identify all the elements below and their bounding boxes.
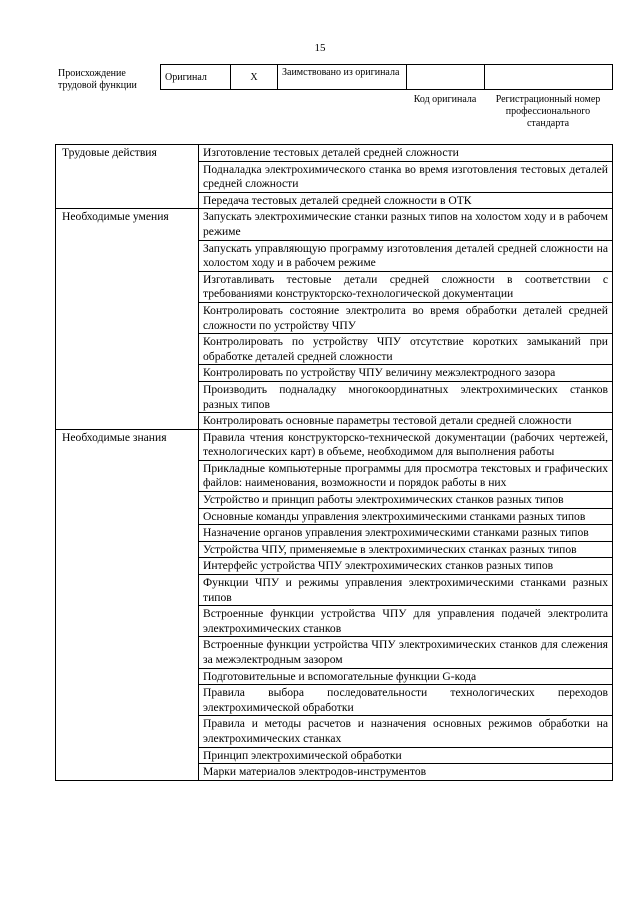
section-item: Встроенные функции устройства ЧПУ электрохимических станков для слежения за межэлектродным зазором (199, 637, 613, 668)
section-title: Необходимые знания (56, 429, 199, 780)
code-cell (407, 65, 485, 90)
section-item: Встроенные функции устройства ЧПУ для управления подачей электролита электрохимических станков (199, 606, 613, 637)
section-item: Устройства ЧПУ, применяемые в электрохимических станках разных типов (199, 541, 613, 558)
section-item: Назначение органов управления электрохимическими станками разных типов (199, 525, 613, 542)
table-row (56, 209, 613, 240)
section-item: Контролировать состояние электролита во время обработки деталей средней сложности по устройству ЧПУ (199, 302, 613, 333)
table-row (56, 145, 613, 162)
reg-number-caption: Регистрационный номер профессионального стандарта (495, 94, 601, 129)
section-item: Изготовление тестовых деталей средней сложности (199, 145, 613, 162)
section-item: Контролировать по устройству ЧПУ величину межэлектродного зазора (199, 365, 613, 382)
section-item: Производить подналадку многокоординатных электрохимических станков разных типов (199, 381, 613, 412)
section-item: Прикладные компьютерные программы для просмотра текстовых и графических файлов: наименования, возможности и порядок работы в них (199, 460, 613, 491)
section-item: Устройство и принцип работы электрохимических станков разных типов (199, 492, 613, 509)
section-title: Необходимые умения (56, 209, 199, 429)
code-caption: Код оригинала (413, 94, 477, 105)
section-item: Интерфейс устройства ЧПУ электрохимических станков разных типов (199, 558, 613, 575)
section-item: Марки материалов электродов-инструментов (199, 764, 613, 781)
origin-table (160, 64, 613, 90)
table-row (56, 429, 613, 460)
section-item: Изготавливать тестовые детали средней сложности в соответствии с требованиями конструкторско-технологической документации (199, 271, 613, 302)
section-item: Передача тестовых деталей средней сложности в ОТК (199, 192, 613, 209)
original-cell: Оригинал (161, 65, 231, 90)
function-table (55, 144, 613, 781)
original-mark: X (231, 65, 278, 90)
section-item: Основные команды управления электрохимическими станками разных типов (199, 508, 613, 525)
section-item: Принцип электрохимической обработки (199, 747, 613, 764)
origin-label: Происхождение трудовой функции (58, 68, 137, 91)
section-item: Подготовительные и вспомогательные функции G-кода (199, 668, 613, 685)
section-item: Запускать управляющую программу изготовления деталей средней сложности на холостом ходу и в рабочем режиме (199, 240, 613, 271)
section-item: Контролировать по устройству ЧПУ отсутствие коротких замыканий при обработке деталей средней сложности (199, 334, 613, 365)
section-item: Правила и методы расчетов и назначения основных режимов обработки на электрохимических станках (199, 716, 613, 747)
borrowed-cell: Заимствовано из оригинала (278, 65, 407, 90)
section-item: Функции ЧПУ и режимы управления электрохимическими станками разных типов (199, 575, 613, 606)
page-number: 15 (314, 42, 326, 54)
section-item: Подналадка электрохимического станка во время изготовления тестовых деталей средней сложности (199, 161, 613, 192)
section-title: Трудовые действия (56, 145, 199, 209)
section-item: Контролировать основные параметры тестовой детали средней сложности (199, 413, 613, 430)
reg-number-cell (485, 65, 613, 90)
section-item: Запускать электрохимические станки разных типов на холостом ходу и в рабочем режиме (199, 209, 613, 240)
section-item: Правила чтения конструкторско-технической документации (рабочих чертежей, технологических карт) в объеме, необходимом для выполнения работы (199, 429, 613, 460)
section-item: Правила выбора последовательности технологических переходов электрохимической обработки (199, 685, 613, 716)
